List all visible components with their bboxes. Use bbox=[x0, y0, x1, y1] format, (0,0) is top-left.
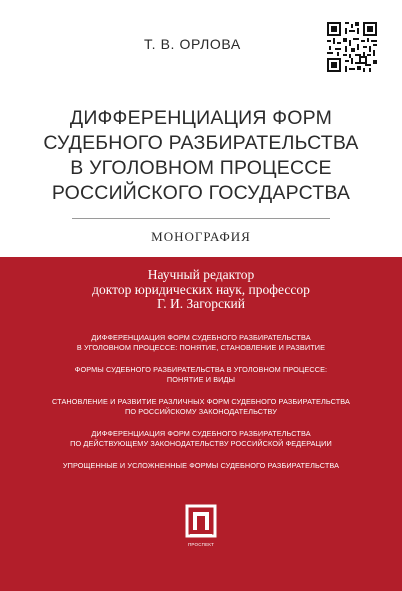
publisher-logo-icon bbox=[181, 504, 221, 546]
qr-code-icon bbox=[327, 22, 377, 72]
chapter-line: В УГОЛОВНОМ ПРОЦЕССЕ: ПОНЯТИЕ, СТАНОВЛЕНИЕ И РАЗВИТИЕ bbox=[76, 343, 326, 352]
chapter-line: ДИФФЕРЕНЦИАЦИЯ ФОРМ СУДЕБНОГО РАЗБИРАТЕЛЬСТВА bbox=[91, 429, 311, 438]
title-line: РОССИЙСКОГО ГОСУДАРСТВА bbox=[51, 182, 351, 204]
chapter-line: СТАНОВЛЕНИЕ И РАЗВИТИЕ РАЗЛИЧНЫХ ФОРМ СУДЕБНОГО РАЗБИРАТЕЛЬСТВА bbox=[52, 397, 350, 406]
editor-role: Научный редактор bbox=[147, 267, 255, 282]
publisher-name: ПРОСПЕКТ bbox=[187, 542, 215, 547]
chapter-item bbox=[16, 333, 386, 353]
chapter-line: ФОРМЫ СУДЕБНОГО РАЗБИРАТЕЛЬСТВА В УГОЛОВНОМ ПРОЦЕССЕ: bbox=[74, 365, 328, 374]
chapter-line: ПО ДЕЙСТВУЮЩЕМУ ЗАКОНОДАТЕЛЬСТВУ РОССИЙСКОЙ ФЕДЕРАЦИИ bbox=[70, 439, 332, 448]
chapter-item bbox=[16, 365, 386, 385]
cover-red-band bbox=[0, 257, 402, 591]
title-line: ДИФФЕРЕНЦИАЦИЯ ФОРМ bbox=[69, 107, 333, 129]
editor-degree: доктор юридических наук, профессор bbox=[92, 281, 310, 297]
title-divider bbox=[72, 218, 330, 219]
title-line: В УГОЛОВНОМ ПРОЦЕССЕ bbox=[70, 157, 332, 179]
chapter-line: ПО РОССИЙСКОМУ ЗАКОНОДАТЕЛЬСТВУ bbox=[125, 407, 277, 416]
chapter-item bbox=[16, 461, 386, 471]
cover-top-section bbox=[0, 0, 402, 257]
chapter-line: ДИФФЕРЕНЦИАЦИЯ ФОРМ СУДЕБНОГО РАЗБИРАТЕЛЬСТВА bbox=[91, 333, 311, 342]
author-name: Т. В. ОРЛОВА bbox=[144, 36, 241, 52]
scientific-editor-block bbox=[0, 268, 402, 312]
chapter-item bbox=[16, 429, 386, 449]
editor-name: Г. И. Загорский bbox=[157, 296, 245, 311]
title-line: СУДЕБНОГО РАЗБИРАТЕЛЬСТВА bbox=[43, 132, 359, 154]
book-title bbox=[20, 106, 382, 206]
chapter-item bbox=[16, 397, 386, 417]
chapter-line: УПРОЩЕННЫЕ И УСЛОЖНЕННЫЕ ФОРМЫ СУДЕБНОГО РАЗБИРАТЕЛЬСТВА bbox=[62, 461, 340, 470]
chapter-line: ПОНЯТИЕ И ВИДЫ bbox=[166, 375, 236, 384]
chapter-list bbox=[16, 333, 386, 483]
genre-label: МОНОГРАФИЯ bbox=[151, 229, 251, 244]
